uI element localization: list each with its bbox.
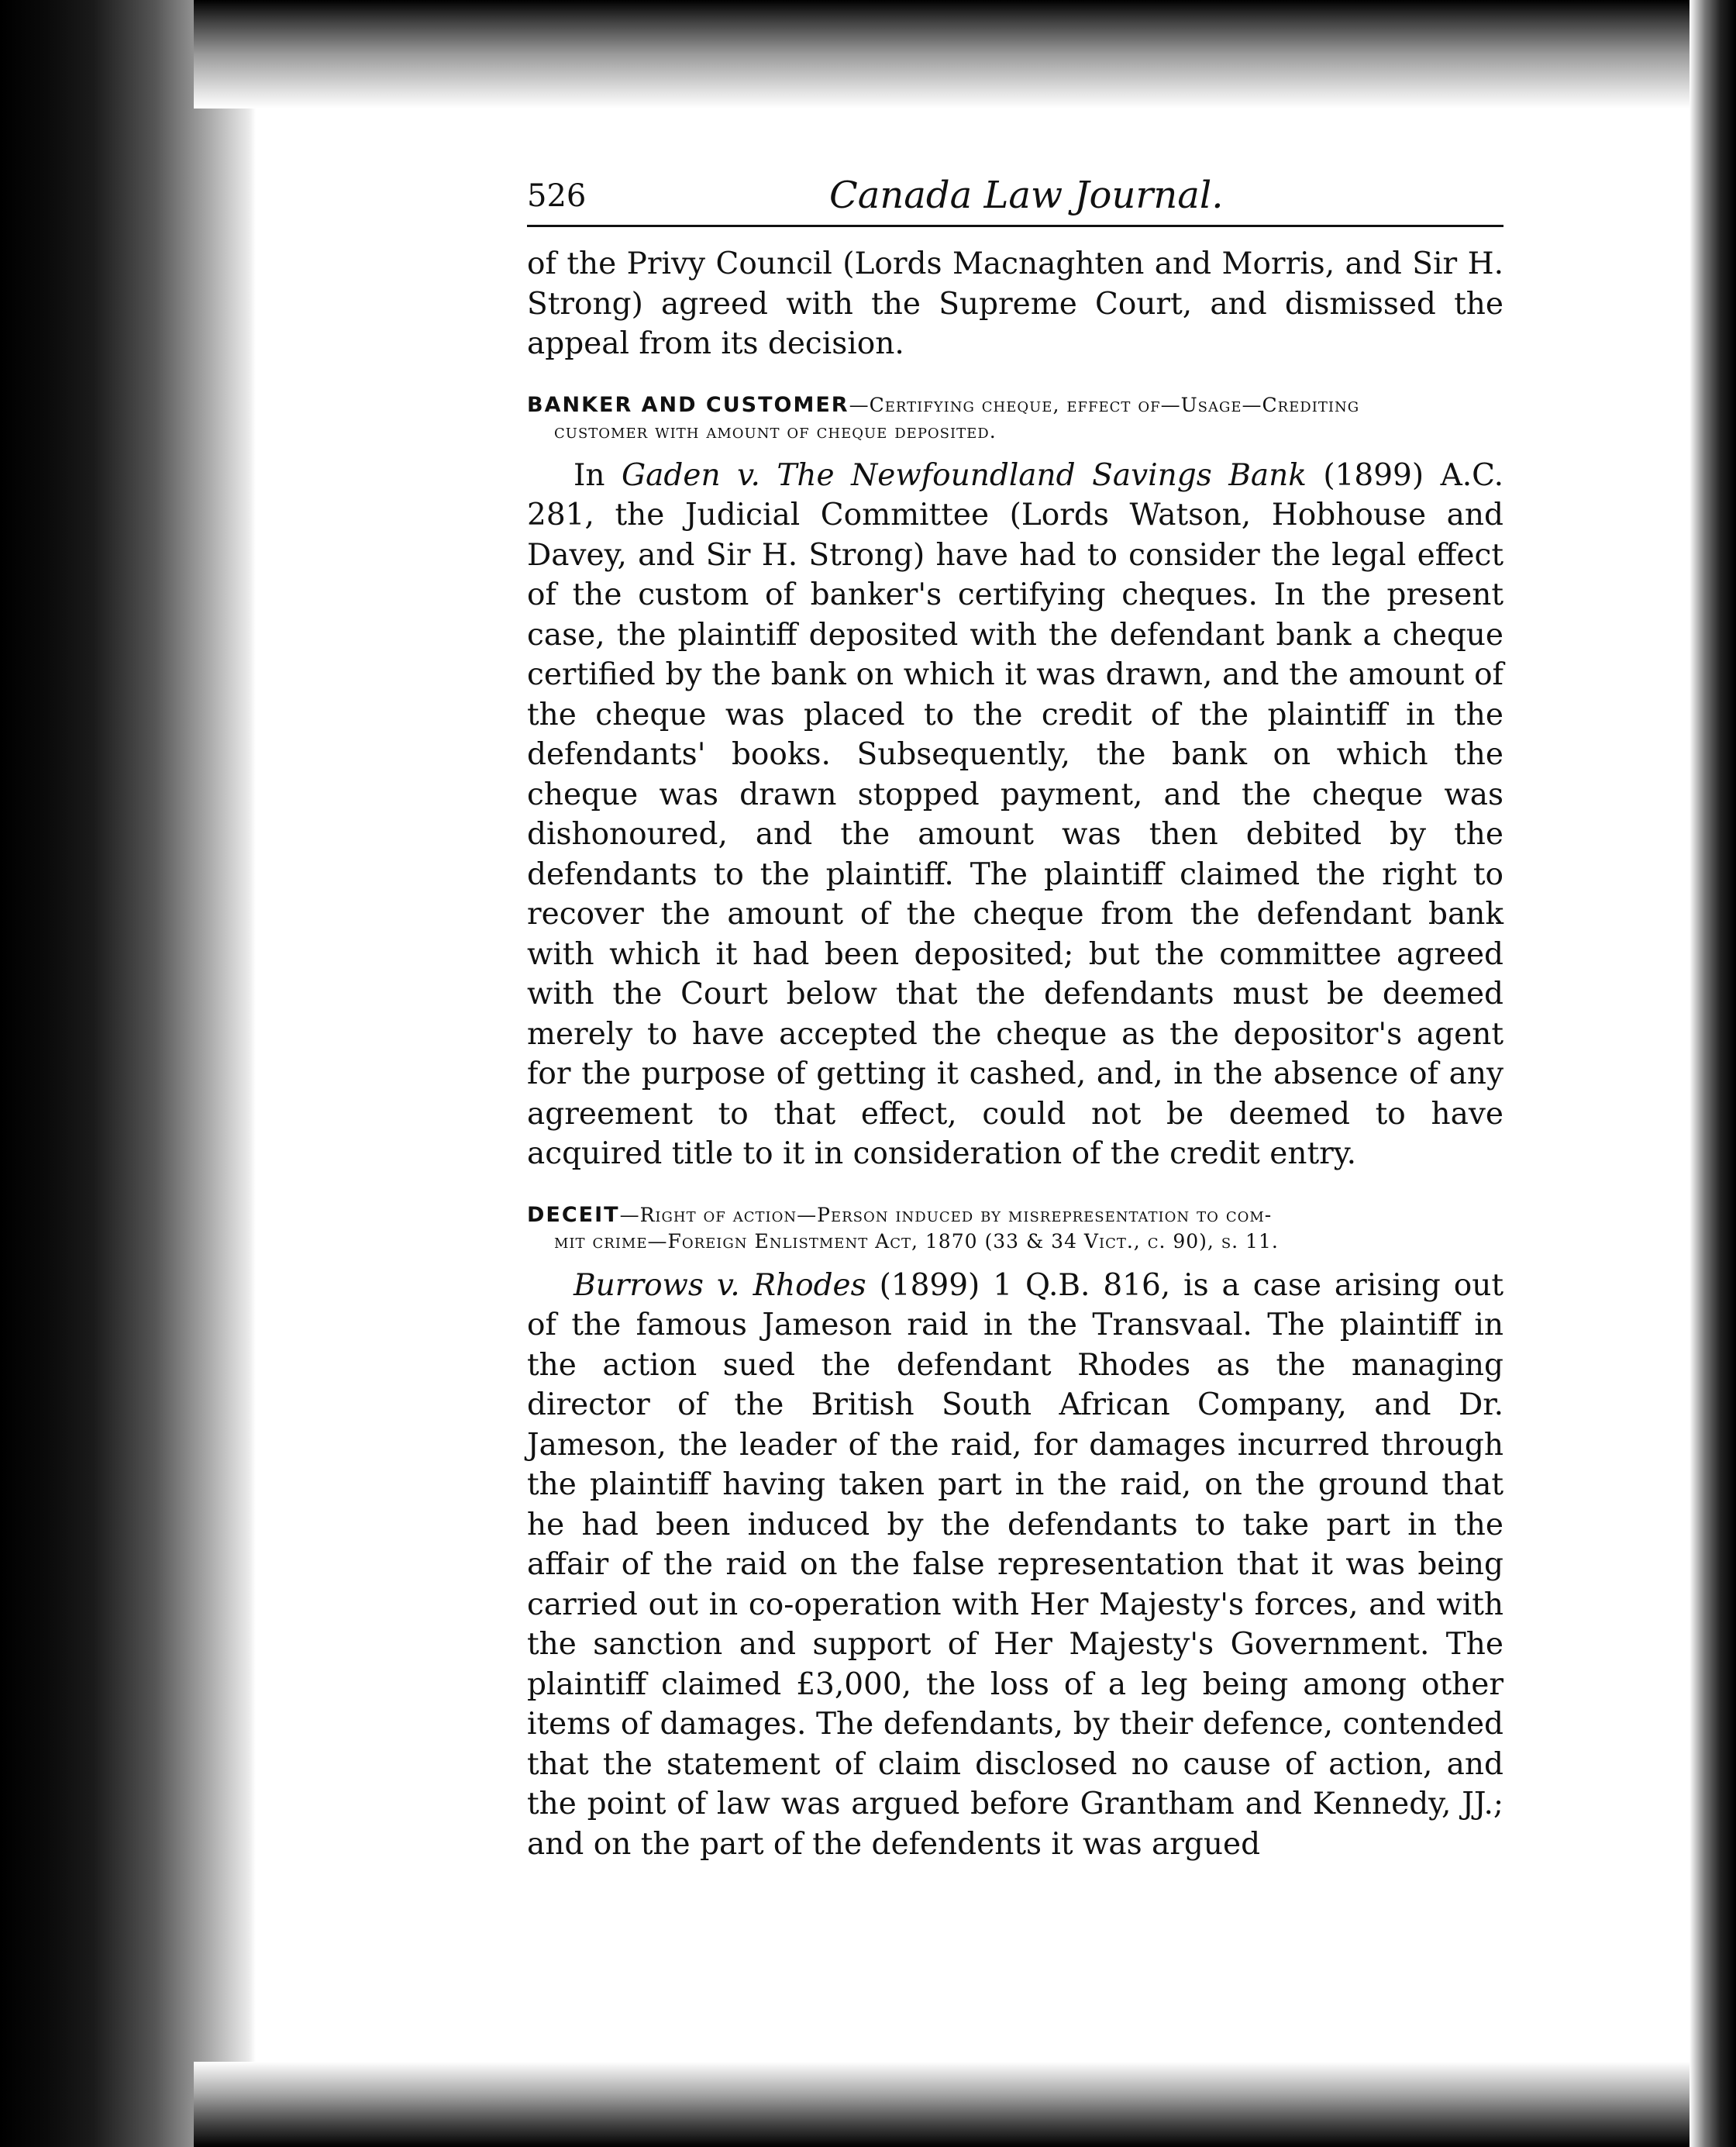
scan-shadow-right xyxy=(1690,0,1736,2147)
case-name: Burrows v. Rhodes xyxy=(574,1267,866,1303)
journal-title: Canada Law Journal. xyxy=(829,174,1224,217)
section-heading-lead: DECEIT xyxy=(527,1202,620,1227)
section-heading-rest-continued: customer with amount of cheque deposited. xyxy=(554,419,997,443)
scan-binding-shadow-left xyxy=(0,0,256,2147)
scan-shadow-bottom xyxy=(194,2062,1690,2147)
section-heading-banker-and-customer xyxy=(527,392,1504,445)
case-prefix: In xyxy=(574,457,622,493)
intro-paragraph: of the Privy Council (Lords Macnaghten and Morris, and Sir H. Strong) agreed with the Supreme Court, and dismissed the appeal from its decision. xyxy=(527,246,1504,361)
section-paragraph-banker-and-customer xyxy=(527,456,1504,1174)
paragraph-text: (1899) A.C. 281, the Judicial Committee (Lords Watson, Hobhouse and Davey, and Sir H. Strong) have had to consider the legal effect of the custom of banker's certifying cheques. In the present case, the plaintiff deposited with the defendant bank a cheque certified by the bank on which it was drawn, and the amount of the cheque was placed to the credit of the plaintiff in the defendants' books. Subsequently, the bank on which the cheque was drawn stopped payment, and the cheque was dishonoured, and the amount was then debited by the defendants to the plaintiff. The plaintiff claimed the right to recover the amount of the cheque from the defendant bank with which it had been deposited; but the committee agreed with the Court below that the defendants must be deemed merely to have accepted the cheque as the depositor's agent for the purpose of getting it cashed, and, in the absence of any agreement to that effect, could not be deemed to have acquired title to it in consideration of the credit entry. xyxy=(527,457,1504,1171)
running-head xyxy=(527,171,1504,227)
section-heading-lead: BANKER AND CUSTOMER xyxy=(527,392,849,417)
scan-shadow-top xyxy=(194,0,1690,109)
section-paragraph-deceit xyxy=(527,1266,1504,1865)
page-number: 526 xyxy=(527,178,587,214)
paragraph-text: (1899) 1 Q.B. 816, is a case arising out of the famous Jameson raid in the Transvaal. The plaintiff in the action sued the defendant Rhodes as the managing director of the British South African Company, and Dr. Jameson, the leader of the raid, for damages incurred through the plaintiff having taken part in the raid, on the ground that he had been induced by the defendants to take part in the affair of the raid on the false representation that it was being carried out in co-operation with Her Majesty's forces, and with the sanction and support of Her Majesty's Government. The plaintiff claimed £3,000, the loss of a leg being among other items of damages. The defendants, by their defence, contended that the statement of claim disclosed no cause of action, and the point of law was argued before Grantham and Kennedy, JJ.; and on the part of the defendents it was argued xyxy=(527,1267,1504,1862)
journal-page xyxy=(527,171,1504,1864)
section-heading-rest-continued: mit crime—Foreign Enlistment Act, 1870 (33 & 34 Vict., c. 90), s. 11. xyxy=(554,1229,1279,1253)
section-heading-deceit xyxy=(527,1202,1504,1255)
case-name: Gaden v. The Newfoundland Savings Bank xyxy=(622,457,1307,493)
section-heading-rest: —Certifying cheque, effect of—Usage—Crediting xyxy=(849,393,1360,416)
section-heading-rest: —Right of action—Person induced by misrepresentation to com- xyxy=(619,1203,1273,1226)
